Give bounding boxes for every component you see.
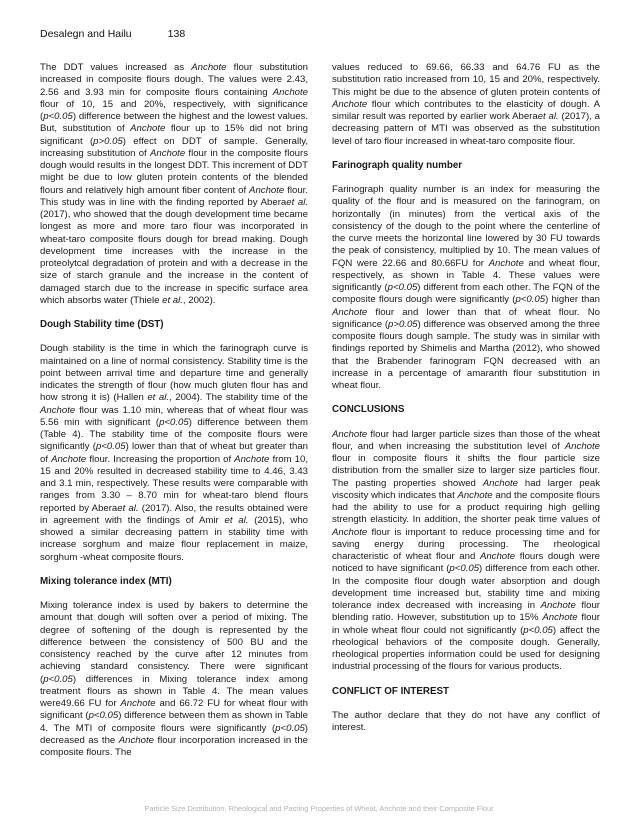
italic-text: Anchote [40,404,76,416]
right-column [332,62,600,734]
running-footer: Particle Size Distribution, Rheological and Pasting Properties of Wheat, Anchote and their Composite Flour [144,804,494,813]
paragraph-dst: Dough stability is the time in which the farinograph curve is maintained on a line of normal consistency. Stability time is the point between arrival time and departure time and generally indicates the strength of flour (how much gluten flour has and how strong it is) (Hallen et al., 2004). The stability time of the Anchote flour was 1.10 min, whereas that of wheat flour was 5.56 min with significant (p<0.05) difference between them (Table 4). The stability time of the composite flours were significantly (p<0.05) lower than that of wheat but greater than of Anchote flour. Increasing the proportion of Anchote from 10, 15 and 20% resulted in decreased stability time to 4.46, 3.43 and 3.1 min, respectively. These results were comparable with ranges from 3.30 – 8.70 min for wheat-taro blend flours reported by Aberaet al. (2017). Also, the results obtained were in agreement with the findings of Amir et al. (2015), who showed a similar decreasing pattern in stability time with increase sorghum and maize flour replacement in maize, sorghum -wheat composite flours. [40,343,309,563]
italic-text: Anchote [149,147,186,159]
italic-text: Anchote [130,123,166,135]
italic-text: p<0.05 [515,294,546,306]
italic-text: Anchote [482,477,518,489]
italic-text: p<0.05 [449,563,480,575]
italic-text: Anchote [191,62,227,73]
page-header [40,28,185,40]
paragraph-conclusions: Anchote flour had larger particle sizes than those of the wheat flour, and when increasing the substitution level of Anchote flour in composite flours it shifts the flour particle size distribution from the smaller size to larger size particles flour. The pasting properties showed Anchote had larger peak viscosity which indicates that Anchote and the composite flours had the ability to use for a product requiring high gelling strength elasticity. In addition, the shorter peak time values of Anchote flour is important to reduce processing time and for saving energy during processing. The rheological characteristic of wheat flour and Anchote flours dough were noticed to have significant (p<0.05) difference from each other. In the composite flour dough water absorption and dough development time increased but, stability time and mixing tolerance index decreased with increasing in Anchote flour blending ratio. However, substitution up to 15% Anchote flour in whole wheat flour could not significantly (p<0.05) affect the rheological behaviors of the composite dough. Generally, rheological properties information could be used for designing industrial processing of the flours for various products. [332,428,601,673]
italic-text: et al. [224,514,249,526]
italic-text: et al. [286,196,308,208]
italic-text: p>0.05 [93,135,123,147]
heading-dough-stability-time: Dough Stability time (DST) [40,319,164,330]
italic-text: Anchote [332,428,368,440]
paragraph-mti: Mixing tolerance index is used by bakers to determine the amount that dough will soften over a period of mixing. The degree of softening of the dough is represented by the difference between the consistency of 500 BU and the consistency reached by the curve after 12 minutes from achieving standard consistency. There were significant (p<0.05) differences in Mixing tolerance index among treatment flours as shown in Table 4. The mean values were49.66 FU for Anchote and 66.72 FU for wheat flour with significant (p<0.05) difference between them as shown in Table 4. The MTI of composite flours were significantly (p<0.05) decreased as the Anchote flour incorporation increased in the composite flours. The [40,600,308,758]
heading-conclusions: CONCLUSIONS [332,404,405,416]
italic-text: Anchote [272,86,308,98]
italic-text: Anchote [332,98,368,110]
italic-text: p<0.05 [159,416,189,428]
italic-text: Anchote [118,734,154,746]
italic-text: Anchote [479,551,516,562]
italic-text: Anchote [332,526,368,538]
italic-text: p>0.05 [388,318,418,330]
italic-text: p<0.05 [95,441,126,453]
italic-text: p<0.05 [275,722,305,734]
heading-mixing-tolerance-index: Mixing tolerance index (MTI) [40,575,172,587]
paragraph-ddt: The DDT values increased as Anchote flour substitution increased in composite flours dough. The values were 2.43, 2.56 and 3.93 min for composite flours containing Anchote flour of 10, 15 and 20%, respectively, with significance (p<0.05) difference between the highest and the lowest values. But, substitution of Anchote flour up to 15% did not bring significant (p>0.05) effect on DDT of sample. Generally, increasing substitution of Anchote flour in the composite flours dough would results in the longest DDT. This increment of DDT might be due to low gluten protein contents of the blended flours and relatively high amount fiber content of Anchote flour. This study was in line with the finding reported by Aberaet al. (2017), who showed that the dough development time became longest as more and more taro flour was incorporated in wheat-taro composite flours dough for bread making. Dough development time increases with the increase in the proteolytcal degradation of protein and with a decrease in the size of starch granule and the increase in the content of damaged starch due to the increase in specific surface area which absorbs water (Thiele et al., 2002). [40,62,309,306]
italic-text: Anchote [540,600,576,611]
italic-text: Anchote [457,489,493,501]
paragraph-mti-continued: values reduced to 69.66, 66.33 and 64.76 FU as the substitution ratio increased from 10, 15 and 20%, respectively. This might be due to the absence of gluten protein contents of Anchote flour which contributes to the elasticity of dough. A similar result was reported by earlier work Aberaet al. (2017), a decreasing pattern of MTI was observed as the substitution level of taro flour increased in wheat-taro composite flour. [332,62,600,147]
italic-text: Anchote [488,257,524,269]
heading-farinograph-quality-number: Farinograph quality number [332,159,463,171]
italic-text: p<0.05 [43,673,73,685]
heading-conflict-of-interest: CONFLICT OF INTEREST [332,685,450,697]
italic-text: p<0.05 [387,282,418,293]
italic-text: et al. [147,392,170,404]
italic-text: Anchote [249,184,285,196]
italic-text: et al. [117,502,139,514]
italic-text: p<0.05 [43,111,73,122]
italic-text: p<0.05 [523,624,553,636]
page-number: 138 [167,28,186,40]
italic-text: et al. [537,111,559,122]
italic-text: Anchote [120,698,156,709]
italic-text: Anchote [542,612,578,624]
italic-text: Anchote [234,453,270,465]
italic-text: p<0.05 [88,710,119,722]
paragraph-conflict-of-interest: The author declare that they do not have any conflict of interest. [332,709,600,733]
italic-text: Anchote [564,440,600,452]
italic-text: Anchote [332,306,368,318]
paragraph-fqn: Farinograph quality number is an index for measuring the quality of the flour and is measured on the farinogram, on horizontally (in minutes) from the vertical axis of the consistency of the dough to the point where the centerline of the curve meets the horizontal line lowered by 30 FU towards the peak of consistency, multiplied by 10. The mean values of FQN were 22.66 and 80.66FU for Anchote and wheat flour, respectively, as shown in Table 4. These values were significantly (p<0.05) different from each other. The FQN of the composite flours dough were significantly (p<0.05) higher than Anchote flour and lower than that of wheat flour. No significance (p>0.05) difference was observed among the three composite flours dough sample. The study was in similar with findings reported by Shimelis and Martha (2012), who showed that the Brabender farinogram FQN decreased with an increase in a percentage of amaranth flour substitution in wheat flour. [332,184,601,391]
italic-text: Anchote [51,453,87,465]
header-authors: Desalegn and Hailu [40,28,132,40]
italic-text: et al. [162,294,183,306]
left-column [40,62,308,759]
